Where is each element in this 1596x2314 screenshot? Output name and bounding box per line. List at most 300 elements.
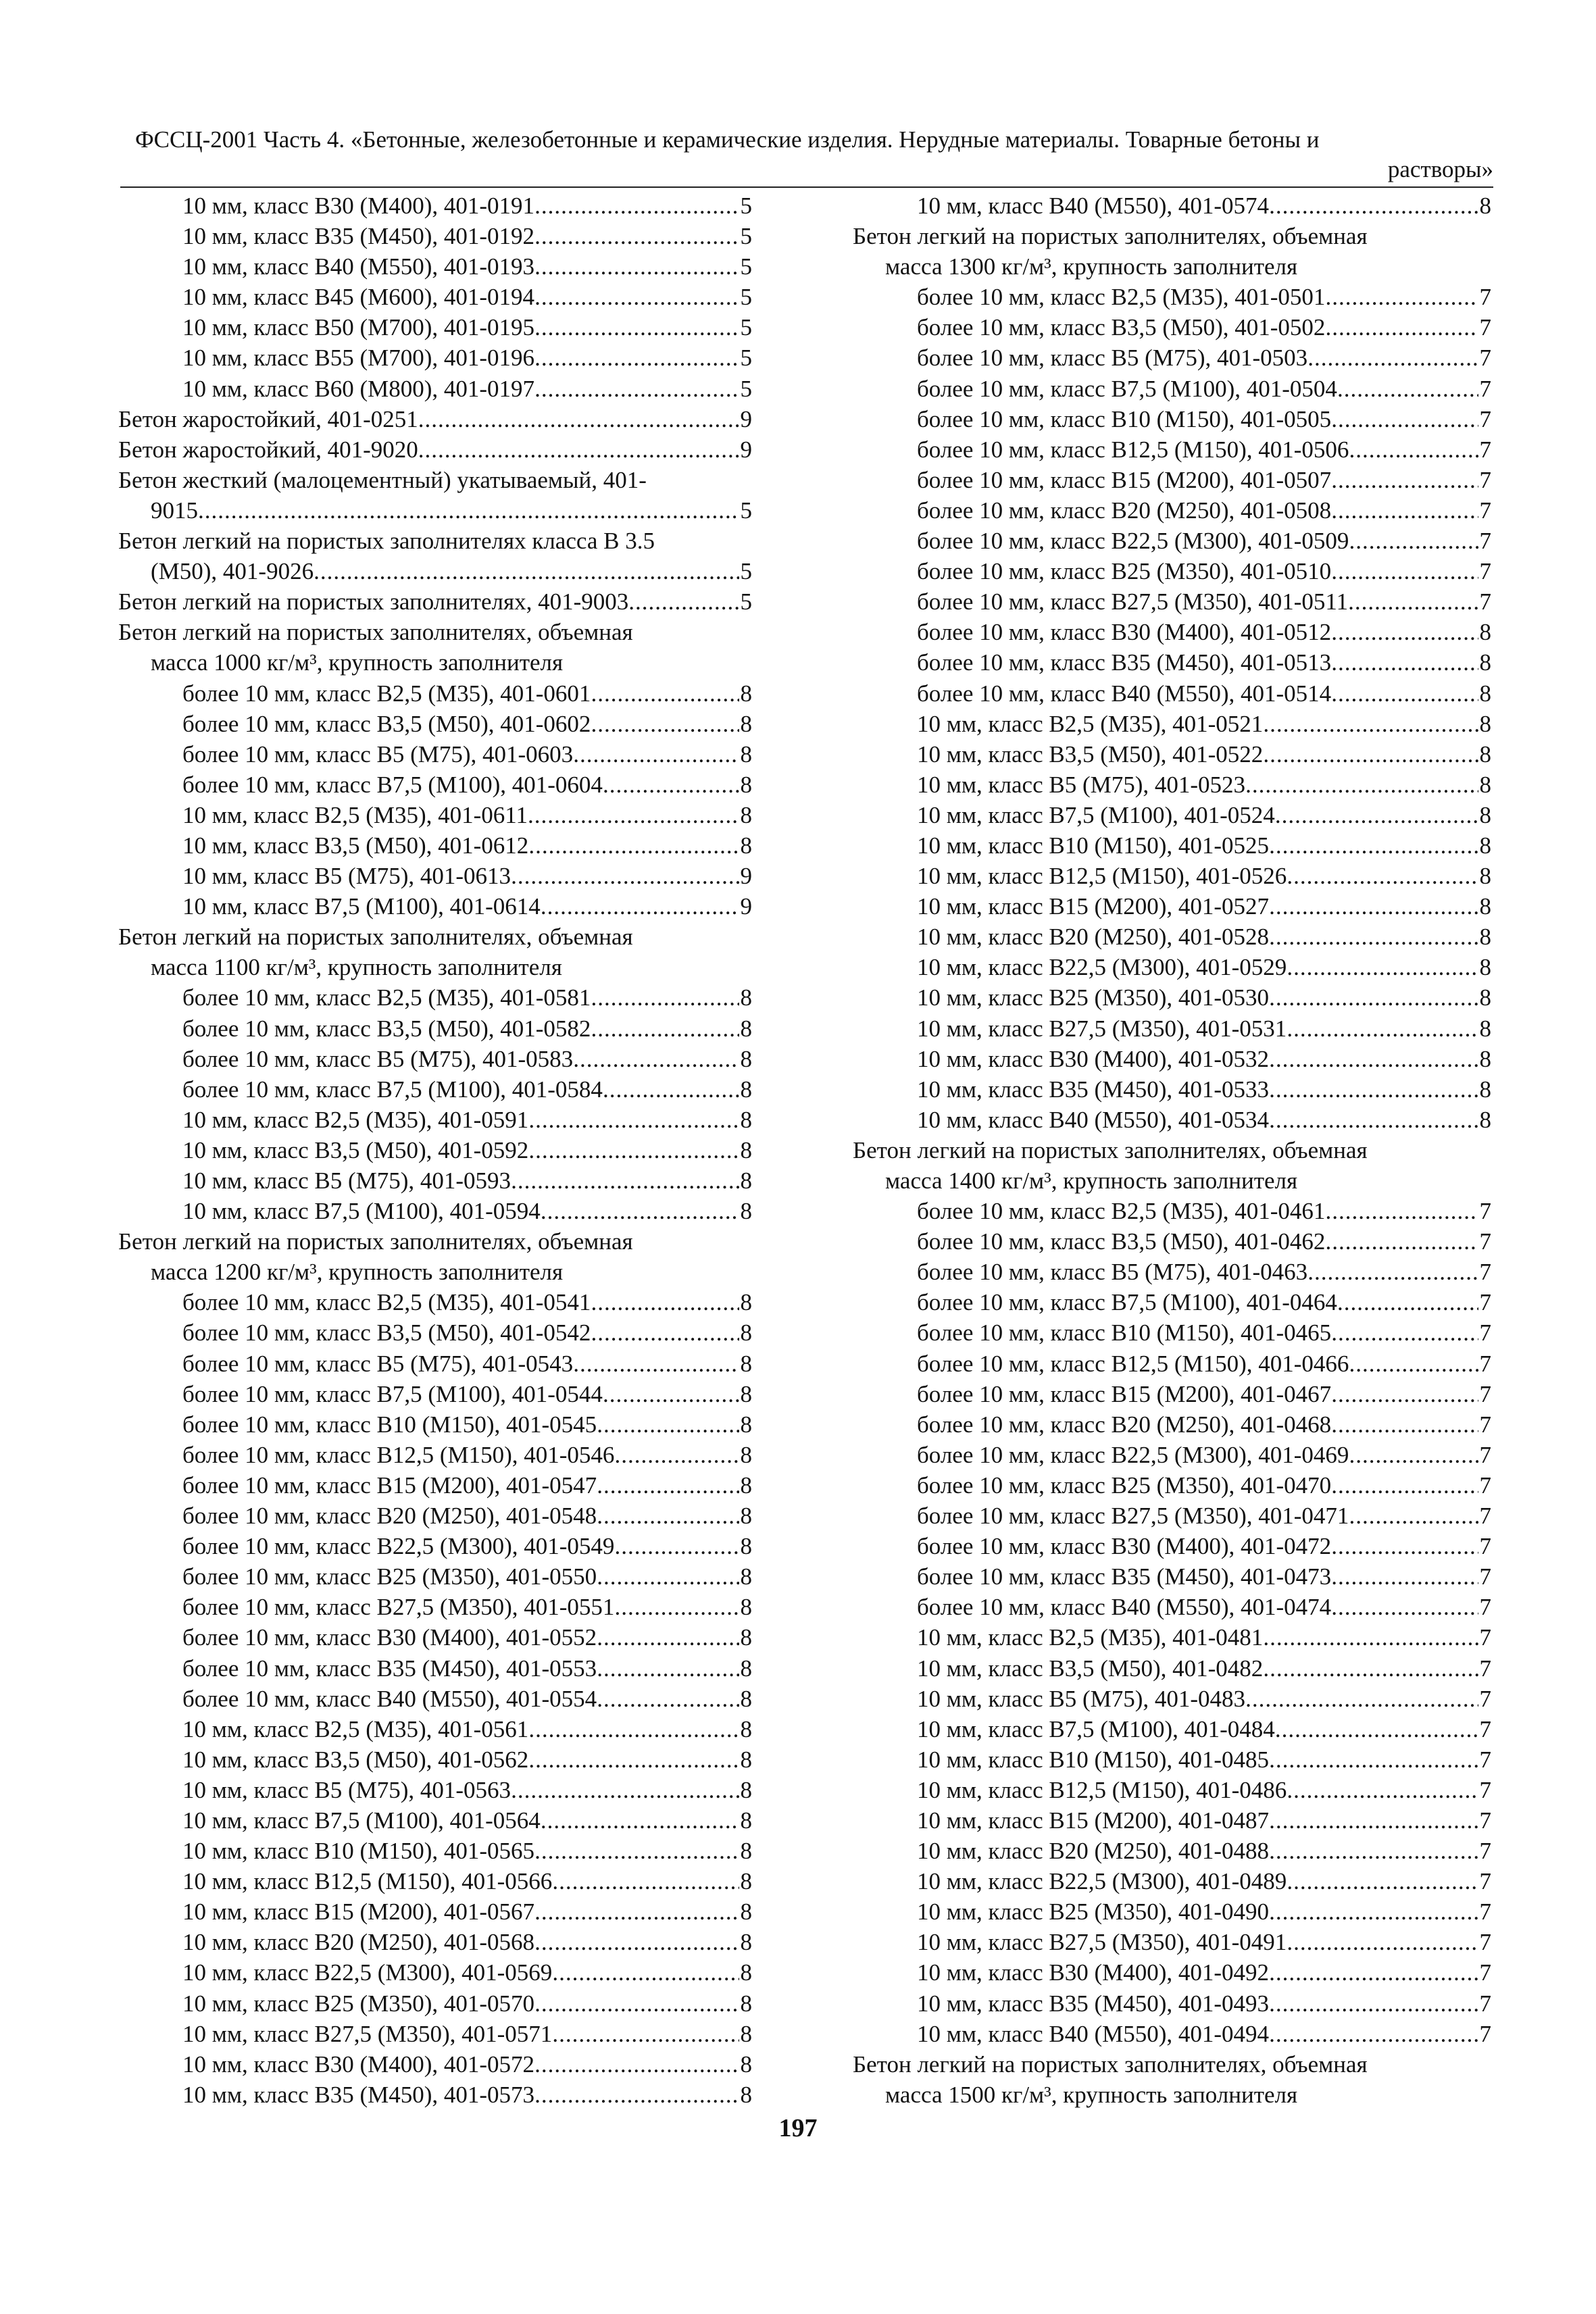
index-entry-text: 10 мм, класс В55 (М700), 401-0196: [182, 345, 535, 372]
index-entry-text: 10 мм, класс В35 (М450), 401-0493: [917, 1990, 1270, 2017]
index-entry: [118, 1957, 752, 1988]
index-entry-page: 7: [1479, 1838, 1491, 1865]
index-entry-page: 8: [740, 1898, 752, 1926]
index-entry-text: более 10 мм, класс В20 (М250), 401-0468: [917, 1411, 1332, 1438]
index-entry: [118, 1805, 752, 1836]
index-entry-text: 10 мм, класс В20 (М250), 401-0568: [182, 1929, 535, 1956]
index-entry-text: более 10 мм, класс В10 (М150), 401-0545: [182, 1411, 597, 1438]
index-entry-text: масса 1500 кг/м³, крупность заполнителя: [885, 2081, 1298, 2108]
index-entry-page: 8: [1479, 710, 1491, 737]
index-entry-text: 10 мм, класс В10 (М150), 401-0485: [917, 1746, 1270, 1773]
index-entry: [853, 495, 1491, 526]
index-entry-page: 7: [1479, 405, 1491, 432]
index-entry: [118, 861, 752, 891]
index-entry-text: более 10 мм, класс В22,5 (М300), 401-0469: [917, 1441, 1349, 1468]
index-entry: [853, 709, 1491, 739]
index-entry: [853, 1744, 1491, 1775]
index-entry-text: Бетон легкий на пористых заполнителях класса В 3.5: [118, 528, 655, 555]
index-entry: [118, 526, 752, 556]
dot-leader: [534, 251, 739, 282]
dot-leader: [552, 1866, 739, 1896]
index-entry: [118, 678, 752, 709]
dot-leader: [541, 1196, 739, 1226]
dot-leader: [597, 1409, 739, 1440]
index-entry-page: 5: [740, 588, 752, 615]
index-entry: [118, 891, 752, 922]
dot-leader: [534, 2049, 739, 2080]
index-entry-text: 10 мм, класс В3,5 (М50), 401-0482: [917, 1655, 1264, 1682]
index-entry: [853, 1044, 1491, 1074]
index-entry-page: 8: [740, 2081, 752, 2108]
index-entry: [853, 1866, 1491, 1896]
index-entry-text: 10 мм, класс В2,5 (М35), 401-0561: [182, 1715, 529, 1742]
index-entry-text: 10 мм, класс В25 (М350), 401-0490: [917, 1898, 1270, 1926]
index-entry: [118, 1044, 752, 1074]
index-entry-text: более 10 мм, класс В22,5 (М300), 401-0549: [182, 1533, 615, 1560]
index-entry-page: 7: [1479, 1503, 1491, 1530]
index-entry-page: 7: [1479, 2020, 1491, 2047]
dot-leader: [1287, 1013, 1478, 1044]
dot-leader: [534, 312, 739, 343]
dot-leader: [528, 1105, 739, 1135]
index-entry-text: 10 мм, класс В2,5 (М35), 401-0521: [917, 710, 1264, 737]
index-entry-page: 8: [740, 1868, 752, 1895]
index-entry: [118, 1165, 752, 1196]
index-entry-page: 7: [1479, 1685, 1491, 1712]
index-entry-text: более 10 мм, класс В7,5 (М100), 401-0544: [182, 1380, 603, 1407]
index-entry-text: Бетон жаростойкий, 401-0251: [118, 405, 418, 432]
index-entry-text: 10 мм, класс В60 (М800), 401-0197: [182, 375, 535, 402]
index-entry-page: 8: [740, 1136, 752, 1163]
dot-leader: [1325, 1196, 1478, 1226]
dot-leader: [511, 1775, 739, 1805]
index-entry: [118, 1440, 752, 1470]
index-entry-page: 7: [1479, 1259, 1491, 1286]
index-entry: [118, 1714, 752, 1744]
index-entry-text: более 10 мм, класс В30 (М400), 401-0472: [917, 1533, 1332, 1560]
dot-leader: [597, 1622, 739, 1653]
index-entry-text: 10 мм, класс В27,5 (М350), 401-0571: [182, 2020, 553, 2047]
index-entry-page: 9: [740, 863, 752, 890]
dot-leader: [528, 1744, 739, 1775]
index-entry-page: 7: [1479, 345, 1491, 372]
dot-leader: [1331, 1379, 1478, 1409]
index-entry: [853, 282, 1491, 312]
dot-leader: [198, 495, 739, 526]
dot-leader: [597, 1684, 739, 1714]
index-entry-page: 8: [740, 1624, 752, 1651]
dot-leader: [614, 1531, 739, 1561]
index-entry: [853, 191, 1491, 221]
dot-leader: [1269, 1044, 1478, 1074]
index-entry-page: 5: [740, 193, 752, 219]
index-entry-text: 10 мм, класс В30 (М400), 401-0191: [182, 193, 535, 219]
index-entry-page: 7: [1479, 1898, 1491, 1926]
index-entry-text: более 10 мм, класс В20 (М250), 401-0548: [182, 1503, 597, 1530]
dot-leader: [1269, 191, 1478, 221]
index-entry: [853, 861, 1491, 891]
dot-leader: [1269, 1836, 1478, 1866]
index-entry: [853, 1074, 1491, 1105]
index-entry: [118, 1501, 752, 1531]
dot-leader: [1263, 1653, 1478, 1684]
index-entry: [853, 251, 1491, 282]
dot-leader: [1263, 1622, 1478, 1653]
index-entry-page: 7: [1479, 1776, 1491, 1803]
dot-leader: [614, 1440, 739, 1470]
index-entry-page: 8: [1479, 1106, 1491, 1133]
index-entry-text: более 10 мм, класс В2,5 (М35), 401-0461: [917, 1198, 1326, 1225]
dot-leader: [1307, 343, 1478, 373]
index-entry-page: 8: [1479, 193, 1491, 219]
dot-leader: [1349, 434, 1478, 465]
dot-leader: [1269, 1105, 1478, 1135]
index-entry-page: 8: [1479, 1045, 1491, 1072]
index-entry: [118, 495, 752, 526]
dot-leader: [1331, 1561, 1478, 1592]
index-entry-page: 7: [1479, 1624, 1491, 1651]
index-entry: [853, 404, 1491, 434]
index-entry: [853, 1379, 1491, 1409]
index-entry-page: 7: [1479, 1807, 1491, 1834]
index-entry: [853, 465, 1491, 495]
index-entry-page: 8: [740, 1319, 752, 1347]
index-entry-text: более 10 мм, класс В25 (М350), 401-0510: [917, 558, 1332, 585]
dot-leader: [1349, 1440, 1478, 1470]
dot-leader: [597, 1561, 739, 1592]
index-entry-page: 7: [1479, 1990, 1491, 2017]
index-entry-page: 5: [740, 558, 752, 585]
index-entry-text: 10 мм, класс В40 (М550), 401-0534: [917, 1106, 1270, 1133]
index-entry-page: 8: [740, 1198, 752, 1225]
index-entry-page: 8: [1479, 649, 1491, 676]
index-entry-text: 10 мм, класс В10 (М150), 401-0525: [917, 832, 1270, 859]
index-entry: [118, 1775, 752, 1805]
dot-leader: [534, 1836, 739, 1866]
index-entry-text: более 10 мм, класс В2,5 (М35), 401-0501: [917, 284, 1326, 311]
index-entry-text: более 10 мм, класс В40 (М550), 401-0514: [917, 680, 1332, 707]
dot-leader: [1337, 374, 1478, 404]
dot-leader: [1287, 861, 1478, 891]
index-entry-text: 10 мм, класс В5 (М75), 401-0483: [917, 1685, 1246, 1712]
index-entry-page: 7: [1479, 466, 1491, 493]
index-entry-page: 8: [1479, 863, 1491, 890]
index-entry-page: 7: [1479, 1929, 1491, 1956]
index-entry: [853, 1714, 1491, 1744]
dot-leader: [552, 1957, 739, 1988]
dot-leader: [597, 1501, 739, 1531]
index-entry-text: более 10 мм, класс В27,5 (М350), 401-0471: [917, 1503, 1349, 1530]
index-entry-text: Бетон легкий на пористых заполнителях, объемная: [118, 619, 633, 646]
index-entry-text: 10 мм, класс В40 (М550), 401-0193: [182, 253, 535, 280]
index-entry-page: 7: [1479, 1289, 1491, 1316]
index-entry-text: более 10 мм, класс В2,5 (М35), 401-0601: [182, 680, 591, 707]
index-entry-page: 7: [1479, 1959, 1491, 1986]
index-entry-text: Бетон легкий на пористых заполнителях, объемная: [853, 223, 1368, 250]
index-entry-page: 5: [740, 223, 752, 250]
index-entry: [853, 1013, 1491, 1044]
index-entry: [118, 830, 752, 861]
running-header: [135, 125, 1493, 184]
index-entry-page: 7: [1479, 1472, 1491, 1499]
index-entry: [853, 922, 1491, 952]
index-entry: [118, 1988, 752, 2019]
dot-leader: [511, 1165, 739, 1196]
index-entry-text: более 10 мм, класс В15 (М200), 401-0547: [182, 1472, 597, 1499]
index-entry-text: Бетон жаростойкий, 401-9020: [118, 436, 418, 463]
dot-leader: [597, 1470, 739, 1501]
index-entry-page: 8: [1479, 619, 1491, 646]
index-entry-text: 10 мм, класс В27,5 (М350), 401-0531: [917, 1015, 1287, 1042]
index-entry-text: 10 мм, класс В5 (М75), 401-0563: [182, 1776, 512, 1803]
dot-leader: [591, 1317, 739, 1348]
index-entry: [853, 1622, 1491, 1653]
index-entry: [118, 191, 752, 221]
index-entry: [853, 2019, 1491, 2049]
index-entry-text: масса 1300 кг/м³, крупность заполнителя: [885, 253, 1298, 280]
index-entry-text: более 10 мм, класс В7,5 (М100), 401-0604: [182, 771, 603, 798]
dot-leader: [534, 343, 739, 373]
index-entry-page: 7: [1479, 588, 1491, 615]
index-entry-page: 7: [1479, 1868, 1491, 1895]
index-entry-text: 9015: [151, 497, 198, 524]
index-entry-text: более 10 мм, класс В5 (М75), 401-0503: [917, 345, 1308, 372]
dot-leader: [1331, 495, 1478, 526]
index-entry-text: 10 мм, класс В2,5 (М35), 401-0481: [917, 1624, 1264, 1651]
index-entry-text: 10 мм, класс В5 (М75), 401-0593: [182, 1167, 512, 1194]
index-entry-page: 8: [740, 1015, 752, 1042]
index-entry-text: более 10 мм, класс В35 (М450), 401-0473: [917, 1563, 1332, 1590]
index-column-left: [118, 191, 752, 2110]
index-entry-page: 8: [740, 1929, 752, 1956]
index-entry-page: 7: [1479, 1441, 1491, 1468]
index-entry-page: 7: [1479, 1655, 1491, 1682]
index-entry-text: более 10 мм, класс В20 (М250), 401-0508: [917, 497, 1332, 524]
index-entry-text: более 10 мм, класс В30 (М400), 401-0512: [917, 619, 1332, 646]
index-entry-page: 8: [1479, 984, 1491, 1011]
index-entry-text: более 10 мм, класс В35 (М450), 401-0553: [182, 1655, 597, 1682]
dot-leader: [573, 739, 739, 770]
index-entry-text: масса 1400 кг/м³, крупность заполнителя: [885, 1167, 1298, 1194]
index-entry-text: 10 мм, класс В40 (М550), 401-0494: [917, 2020, 1270, 2047]
dot-leader: [1269, 830, 1478, 861]
index-entry-page: 8: [740, 1441, 752, 1468]
index-entry: [118, 312, 752, 343]
index-entry-page: 8: [740, 1076, 752, 1103]
index-entry-page: 8: [740, 680, 752, 707]
dot-leader: [1331, 647, 1478, 678]
dot-leader: [534, 374, 739, 404]
index-entry-text: 10 мм, класс В12,5 (М150), 401-0486: [917, 1776, 1287, 1803]
index-entry-page: 7: [1479, 284, 1491, 311]
dot-leader: [534, 191, 739, 221]
index-entry: [853, 1896, 1491, 1927]
index-entry-text: 10 мм, класс В22,5 (М300), 401-0569: [182, 1959, 553, 1986]
index-entry: [853, 1927, 1491, 1957]
dot-leader: [603, 770, 739, 800]
index-entry-page: 5: [740, 284, 752, 311]
index-entry: [118, 1653, 752, 1684]
index-entry-text: 10 мм, класс В3,5 (М50), 401-0522: [917, 740, 1264, 768]
index-entry: [853, 1226, 1491, 1257]
index-entry-text: более 10 мм, класс В5 (М75), 401-0603: [182, 740, 574, 768]
index-entry-text: Бетон легкий на пористых заполнителях, объемная: [118, 924, 633, 951]
index-entry: [853, 647, 1491, 678]
index-entry-text: 10 мм, класс В35 (М450), 401-0533: [917, 1076, 1270, 1103]
dot-leader: [1275, 800, 1478, 830]
dot-leader: [1331, 678, 1478, 709]
index-entry-text: более 10 мм, класс В27,5 (М350), 401-0511: [917, 588, 1349, 615]
index-entry-page: 7: [1479, 314, 1491, 341]
index-entry: [118, 1470, 752, 1501]
index-entry-page: 8: [740, 1106, 752, 1133]
index-entry-text: 10 мм, класс В20 (М250), 401-0488: [917, 1838, 1270, 1865]
index-entry-page: 8: [740, 1350, 752, 1377]
index-entry-text: 10 мм, класс В30 (М400), 401-0572: [182, 2051, 535, 2078]
index-entry: [853, 1287, 1491, 1317]
index-entry-text: более 10 мм, класс В7,5 (М100), 401-0464: [917, 1289, 1337, 1316]
index-entry: [118, 434, 752, 465]
dot-leader: [1269, 922, 1478, 952]
index-entry: [853, 221, 1491, 251]
index-entry-page: 8: [740, 1838, 752, 1865]
index-entry-text: масса 1100 кг/м³, крупность заполнителя: [151, 954, 562, 981]
index-entry: [118, 1287, 752, 1317]
dot-leader: [1337, 1287, 1478, 1317]
index-entry: [118, 1561, 752, 1592]
index-entry: [118, 709, 752, 739]
index-entry: [853, 1349, 1491, 1379]
index-entry: [118, 1836, 752, 1866]
index-entry: [118, 982, 752, 1013]
index-entry-text: более 10 мм, класс В5 (М75), 401-0583: [182, 1045, 574, 1072]
index-entry: [118, 343, 752, 373]
index-entry-text: более 10 мм, класс В12,5 (М150), 401-0506: [917, 436, 1349, 463]
index-entry-page: 8: [740, 1990, 752, 2017]
dot-leader: [1269, 1744, 1478, 1775]
index-entry: [853, 1653, 1491, 1684]
index-entry: [853, 2049, 1491, 2080]
index-entry-text: 10 мм, класс В3,5 (М50), 401-0612: [182, 832, 529, 859]
index-entry-page: 8: [1479, 954, 1491, 981]
index-entry-page: 8: [740, 1533, 752, 1560]
index-entry: [853, 1440, 1491, 1470]
index-entry-page: 8: [740, 1807, 752, 1834]
index-entry-text: 10 мм, класс В50 (М700), 401-0195: [182, 314, 535, 341]
index-entry: [853, 343, 1491, 373]
index-entry-page: 8: [740, 771, 752, 798]
index-entry: [853, 1561, 1491, 1592]
index-entry-page: 7: [1479, 1715, 1491, 1742]
index-entry: [118, 1592, 752, 1622]
index-entry-text: более 10 мм, класс В25 (М350), 401-0470: [917, 1472, 1332, 1499]
index-entry-page: 8: [740, 1776, 752, 1803]
index-entry-text: 10 мм, класс В12,5 (М150), 401-0526: [917, 863, 1287, 890]
index-entry: [853, 1805, 1491, 1836]
dot-leader: [1331, 556, 1478, 586]
index-entry-page: 9: [740, 405, 752, 432]
index-entry: [853, 982, 1491, 1013]
index-entry-page: 7: [1479, 1319, 1491, 1347]
index-entry-text: более 10 мм, класс В3,5 (М50), 401-0462: [917, 1228, 1326, 1255]
dot-leader: [1331, 1409, 1478, 1440]
dot-leader: [1269, 1074, 1478, 1105]
index-entry: [853, 678, 1491, 709]
dot-leader: [1269, 1957, 1478, 1988]
index-entry-page: 8: [740, 1167, 752, 1194]
index-entry: [118, 1349, 752, 1379]
index-entry-text: более 10 мм, класс В7,5 (М100), 401-0584: [182, 1076, 603, 1103]
index-entry-text: 10 мм, класс В30 (М400), 401-0492: [917, 1959, 1270, 1986]
index-entry-page: 8: [740, 1411, 752, 1438]
dot-leader: [1263, 739, 1478, 770]
dot-leader: [591, 1287, 739, 1317]
index-entry-text: более 10 мм, класс В12,5 (М150), 401-0466: [917, 1350, 1349, 1377]
index-entry: [853, 800, 1491, 830]
index-entry: [853, 1135, 1491, 1165]
dot-leader: [1269, 2019, 1478, 2049]
index-entry-page: 7: [1479, 1563, 1491, 1590]
dot-leader: [534, 282, 739, 312]
dot-leader: [552, 2019, 739, 2049]
header-title-line2: растворы»: [1387, 156, 1493, 182]
index-entry-text: более 10 мм, класс В10 (М150), 401-0505: [917, 405, 1332, 432]
dot-leader: [534, 1988, 739, 2019]
index-entry: [118, 465, 752, 495]
index-entry-text: 10 мм, класс В25 (М350), 401-0570: [182, 1990, 535, 2017]
index-entry-text: более 10 мм, класс В30 (М400), 401-0552: [182, 1624, 597, 1651]
index-entry-page: 8: [740, 1715, 752, 1742]
index-entry-page: 7: [1479, 1594, 1491, 1621]
index-entry: [853, 1592, 1491, 1622]
dot-leader: [1331, 465, 1478, 495]
index-entry-page: 8: [740, 1685, 752, 1712]
index-entry-page: 7: [1479, 1228, 1491, 1255]
index-entry: [853, 1409, 1491, 1440]
index-entry: [118, 1927, 752, 1957]
dot-leader: [603, 1074, 739, 1105]
index-entry-text: Бетон легкий на пористых заполнителях, объемная: [853, 1136, 1368, 1163]
index-entry: [118, 2019, 752, 2049]
dot-leader: [1263, 709, 1478, 739]
index-entry: [118, 556, 752, 586]
index-entry: [853, 770, 1491, 800]
index-entry-text: 10 мм, класс В5 (М75), 401-0523: [917, 771, 1246, 798]
dot-leader: [1245, 1684, 1478, 1714]
index-entry-text: 10 мм, класс В40 (М550), 401-0574: [917, 193, 1270, 219]
index-entry-text: более 10 мм, класс В2,5 (М35), 401-0541: [182, 1289, 591, 1316]
dot-leader: [591, 678, 739, 709]
index-entry-page: 7: [1479, 528, 1491, 555]
index-entry: [118, 1257, 752, 1287]
index-entry: [853, 1501, 1491, 1531]
index-entry: [853, 1470, 1491, 1501]
index-entry-text: 10 мм, класс В20 (М250), 401-0528: [917, 924, 1270, 951]
index-entry: [118, 770, 752, 800]
dot-leader: [418, 404, 739, 434]
dot-leader: [603, 1379, 739, 1409]
index-entry: [118, 952, 752, 982]
index-entry: [853, 1531, 1491, 1561]
index-entry: [853, 1684, 1491, 1714]
index-entry: [853, 526, 1491, 556]
index-entry-page: 7: [1479, 375, 1491, 402]
dot-leader: [591, 1013, 739, 1044]
index-entry-text: более 10 мм, класс В3,5 (М50), 401-0542: [182, 1319, 591, 1347]
dot-leader: [1349, 1501, 1478, 1531]
index-entry-text: Бетон легкий на пористых заполнителях, 401-9003: [118, 588, 629, 615]
dot-leader: [1325, 312, 1478, 343]
